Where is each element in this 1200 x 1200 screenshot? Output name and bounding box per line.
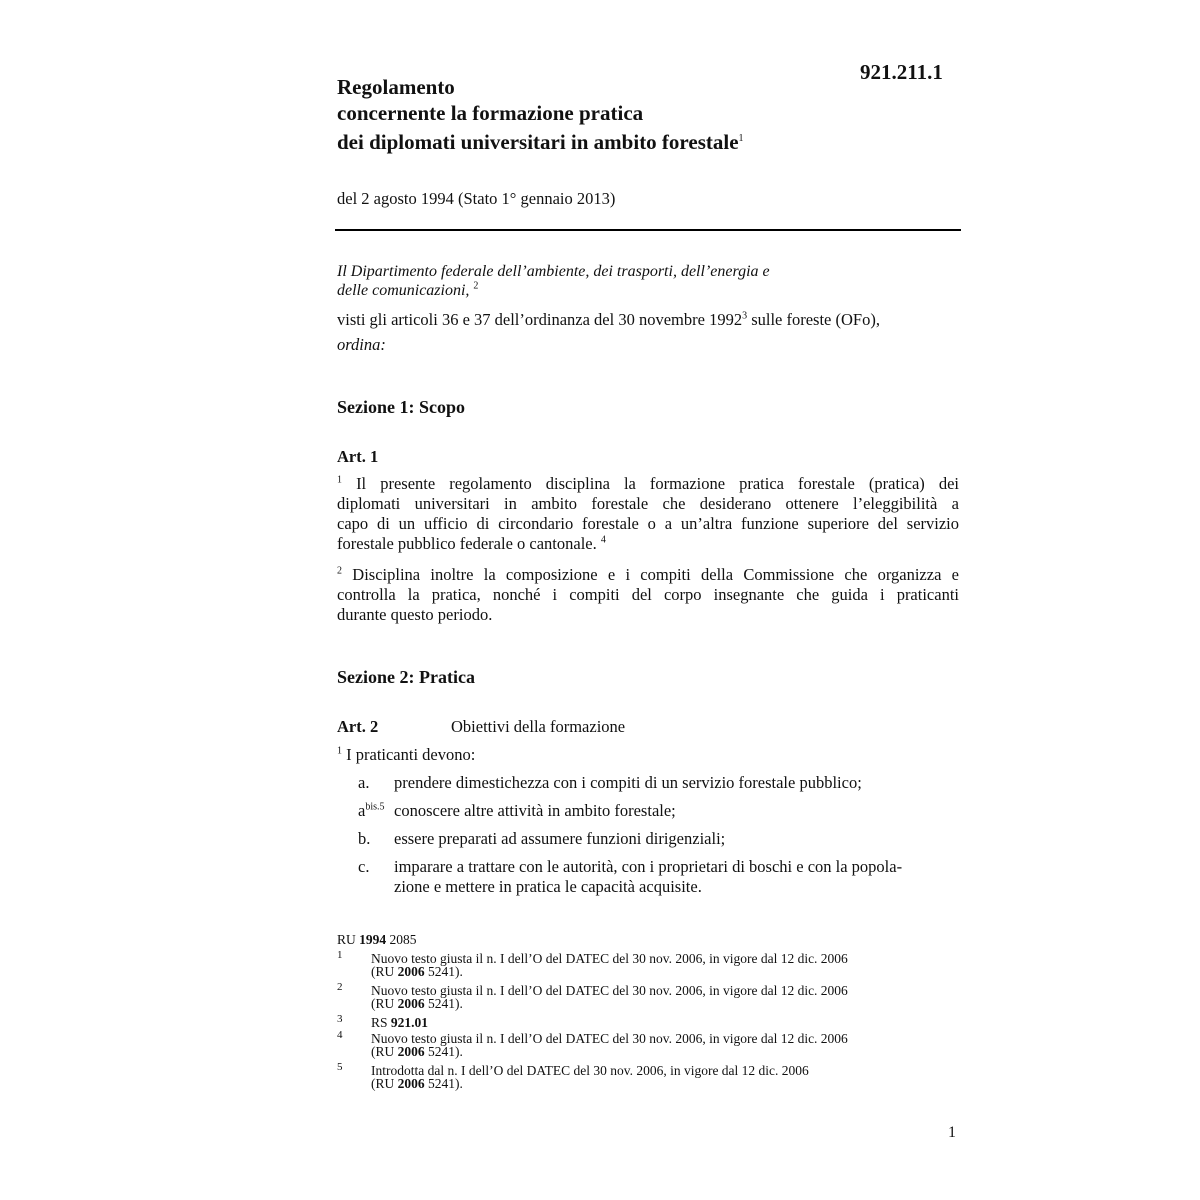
basis-text-pre: visti gli articoli 36 e 37 dell’ordinanza del 30 novembre 1992 bbox=[337, 310, 743, 329]
art1-p2-line-1 bbox=[337, 565, 959, 585]
preamble-ordina: ordina: bbox=[337, 335, 386, 354]
art1-p1-line-4 bbox=[337, 534, 959, 554]
list-item-c-continued: zione e mettere in pratica le capacità acquisite. bbox=[394, 877, 702, 896]
authority-line-1: Il Dipartimento federale dell’ambiente, dei trasporti, dell’energia e bbox=[337, 263, 770, 280]
art1-p1-line-4-text: forestale pubblico federale o cantonale. bbox=[337, 534, 597, 553]
fn-a: (RU bbox=[371, 1076, 398, 1091]
art1-p1-line-2: diplomati universitari in ambito forestale che desiderano ottenere l’eleggibilità a bbox=[337, 494, 959, 513]
art1-p2-line-2: controlla la pratica, nonché i compiti del corpo insegnante che guida i praticanti bbox=[337, 585, 959, 604]
fn-c: 5241). bbox=[424, 1044, 463, 1059]
paragraph-number: 1 bbox=[337, 745, 342, 757]
footnote-number: 5 bbox=[337, 1061, 343, 1073]
fn-b: 2006 bbox=[397, 1044, 425, 1059]
title-line-3-text: dei diplomati universitari in ambito forestale bbox=[337, 130, 739, 154]
article-2-paragraph-1 bbox=[337, 745, 475, 765]
footnote-number: 1 bbox=[337, 949, 343, 961]
footnote-number: 3 bbox=[337, 1013, 343, 1025]
list-item-abis bbox=[358, 801, 676, 821]
footnote-ru bbox=[337, 933, 417, 946]
list-marker: a. bbox=[358, 773, 370, 792]
art2-p1-text: I praticanti devono: bbox=[346, 745, 476, 764]
article-1-paragraph-2 bbox=[337, 565, 959, 625]
list-text: prendere dimestichezza con i compiti di un servizio forestale pubblico; bbox=[394, 773, 862, 792]
list-text: conoscere altre attività in ambito forestale; bbox=[394, 801, 676, 820]
art1-p1-line-1 bbox=[337, 474, 959, 494]
list-marker bbox=[358, 801, 394, 821]
art1-p2-line-3: durante questo periodo. bbox=[337, 605, 493, 624]
fn-b: 921.01 bbox=[390, 1015, 429, 1030]
header-divider bbox=[335, 229, 961, 231]
art1-p1-line-1-text: Il presente regolamento disciplina la formazione pratica forestale (pratica) dei bbox=[356, 474, 960, 493]
art1-p1-line-3: capo di un ufficio di circondario forestale o a un’altra funzione superiore del servizio bbox=[337, 514, 959, 533]
footnote-text: Nuovo testo giusta il n. I dell’O del DATEC del 30 nov. 2006, in vigore dal 12 dic. 2006 bbox=[371, 983, 848, 998]
preamble-basis bbox=[337, 310, 880, 330]
article-1-paragraph-1 bbox=[337, 474, 959, 554]
footnote-text bbox=[371, 1016, 428, 1029]
footnote-text: Nuovo testo giusta il n. I dell’O del DATEC del 30 nov. 2006, in vigore dal 12 dic. 2006 bbox=[371, 951, 848, 966]
art1-p2-line-1-text: Disciplina inoltre la composizione e i compiti della Commissione che organizza e bbox=[352, 565, 959, 584]
list-item-b bbox=[358, 829, 725, 849]
paragraph-number: 1 bbox=[337, 474, 342, 486]
section-1-heading: Sezione 1: Scopo bbox=[337, 397, 465, 417]
fn-c: 5241). bbox=[424, 1076, 463, 1091]
art1-footnote-ref[interactable]: 4 bbox=[600, 534, 606, 546]
article-1-label: Art. 1 bbox=[337, 447, 379, 466]
authority-line-2 bbox=[337, 281, 770, 300]
fn-a: (RU bbox=[371, 1044, 398, 1059]
title-line-2: concernente la formazione pratica bbox=[337, 101, 644, 125]
fn-a: RS bbox=[371, 1015, 391, 1030]
list-text: imparare a trattare con le autorità, con i proprietari di boschi e con la popola- bbox=[394, 857, 903, 876]
fn-b: 2006 bbox=[397, 1076, 425, 1091]
footnote-text: Introdotta dal n. I dell’O del DATEC del 30 nov. 2006, in vigore dal 12 dic. 2006 bbox=[371, 1063, 809, 1078]
fn-a: (RU bbox=[371, 964, 398, 979]
basis-footnote-ref[interactable]: 3 bbox=[742, 310, 748, 322]
list-item-c bbox=[358, 857, 902, 877]
date-line: del 2 agosto 1994 (Stato 1° gennaio 2013) bbox=[337, 189, 616, 208]
page-number: 1 bbox=[948, 1124, 956, 1141]
article-2-label: Art. 2 bbox=[337, 717, 379, 736]
fn-c: 5241). bbox=[424, 996, 463, 1011]
fn-c: 5241). bbox=[424, 964, 463, 979]
list-marker: c. bbox=[358, 857, 370, 876]
footnote-number: 4 bbox=[337, 1029, 343, 1041]
list-item-a bbox=[358, 773, 862, 793]
title-footnote-ref[interactable]: 1 bbox=[738, 133, 744, 144]
document-title bbox=[337, 74, 744, 155]
section-2-heading: Sezione 2: Pratica bbox=[337, 667, 475, 687]
footnote-text-cont bbox=[371, 965, 463, 978]
list-text: essere preparati ad assumere funzioni dirigenziali; bbox=[394, 829, 726, 848]
ru-prefix: RU bbox=[337, 932, 360, 947]
abis-footnote-ref[interactable]: .5 bbox=[377, 801, 385, 813]
footnote-text-cont bbox=[371, 1077, 463, 1090]
fn-b: 2006 bbox=[397, 964, 425, 979]
paragraph-number: 2 bbox=[337, 565, 342, 577]
basis-text-post: sulle foreste (OFo), bbox=[747, 310, 880, 329]
sr-number: 921.211.1 bbox=[860, 60, 943, 84]
abis-letter: a bbox=[358, 801, 366, 820]
preamble-authority bbox=[337, 262, 770, 300]
footnote-text-cont bbox=[371, 1045, 463, 1058]
authority-footnote-ref[interactable]: 2 bbox=[473, 280, 479, 292]
authority-line-2-text: delle comunicazioni, bbox=[337, 282, 470, 299]
ru-year: 1994 bbox=[359, 932, 387, 947]
footnote-text-cont bbox=[371, 997, 463, 1010]
fn-b: 2006 bbox=[397, 996, 425, 1011]
footnote-text: Nuovo testo giusta il n. I dell’O del DATEC del 30 nov. 2006, in vigore dal 12 dic. 2006 bbox=[371, 1031, 848, 1046]
title-line-1: Regolamento bbox=[337, 75, 455, 99]
title-line-3 bbox=[337, 126, 744, 155]
list-marker: b. bbox=[358, 829, 371, 848]
ru-page: 2085 bbox=[386, 932, 417, 947]
abis-sup: bis bbox=[365, 801, 377, 813]
article-2-title: Obiettivi della formazione bbox=[451, 717, 626, 736]
fn-a: (RU bbox=[371, 996, 398, 1011]
footnote-number: 2 bbox=[337, 981, 343, 993]
